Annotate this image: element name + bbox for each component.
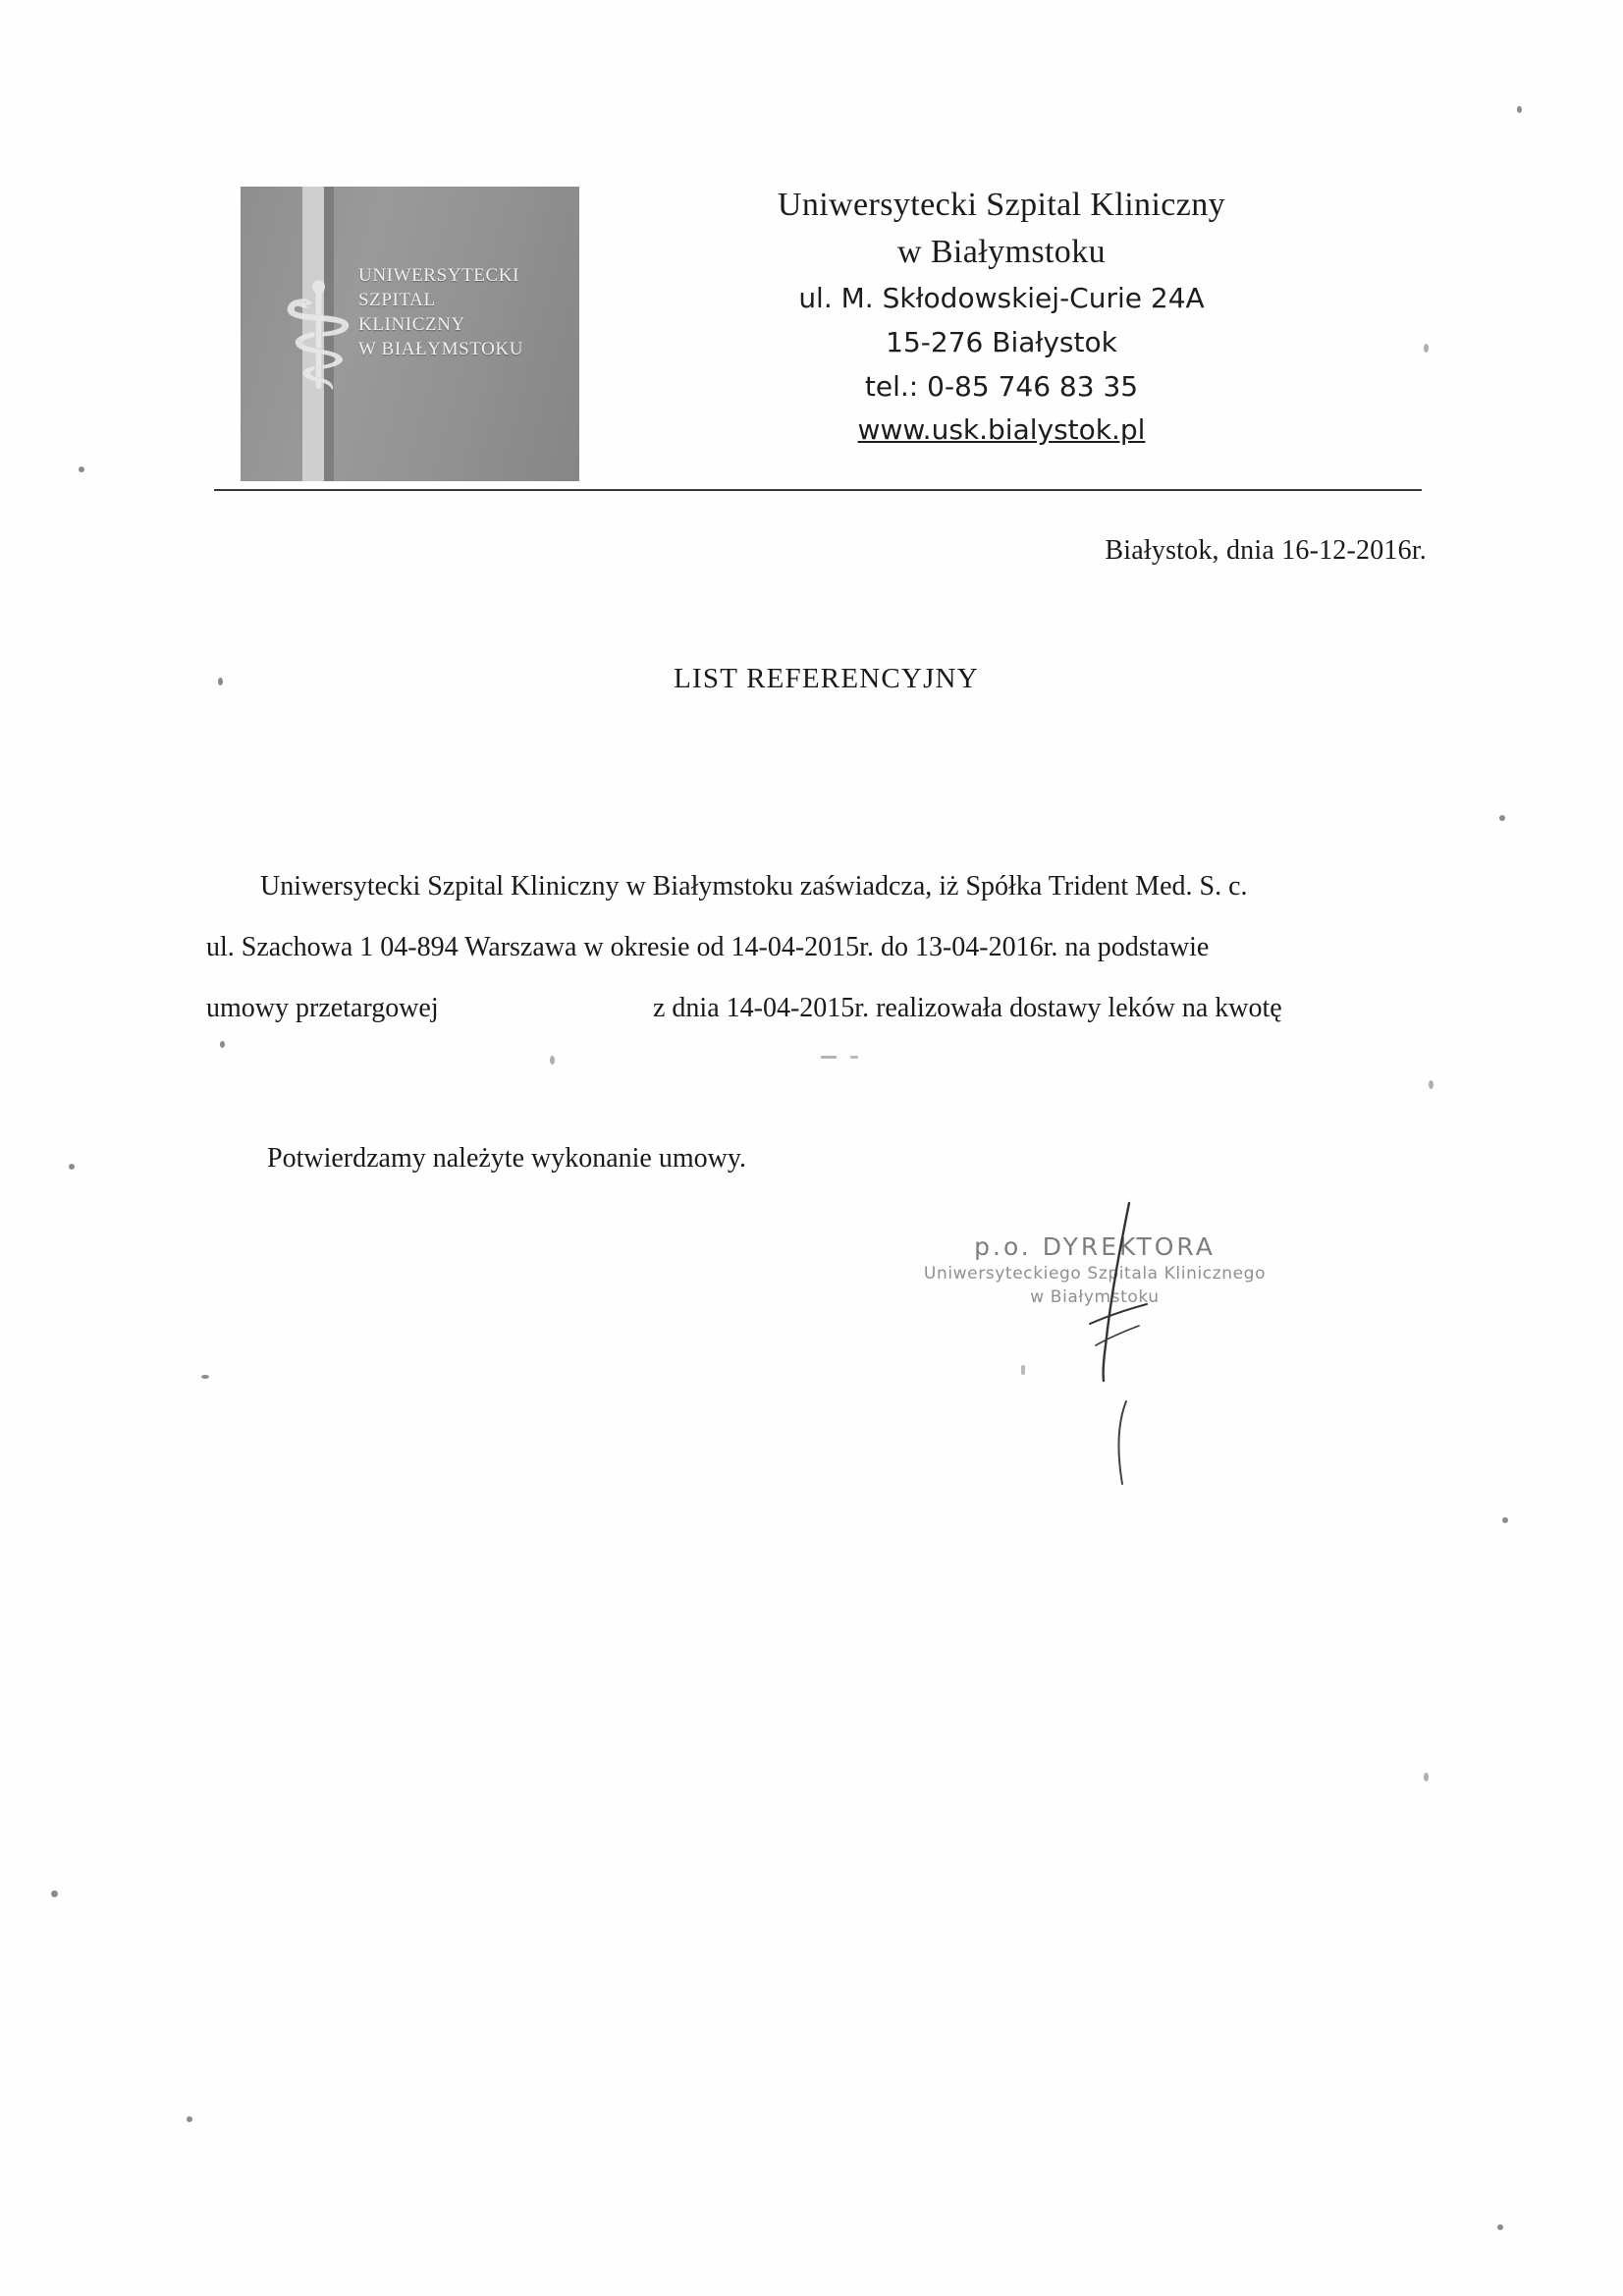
scan-speck	[1517, 106, 1522, 113]
logo-text-line-3: KLINICZNY	[358, 314, 465, 335]
scan-speck	[69, 1164, 75, 1170]
scan-speck	[1429, 1080, 1434, 1089]
scan-speck	[51, 1890, 58, 1897]
scan-speck	[218, 678, 223, 685]
signature-flourish	[1105, 1399, 1144, 1488]
hospital-website-link[interactable]: www.usk.bialystok.pl	[857, 413, 1146, 446]
scan-speck	[550, 1056, 555, 1065]
hospital-phone: tel.: 0-85 746 83 35	[864, 370, 1139, 403]
scan-speck	[1499, 815, 1505, 821]
hospital-name-line-1: Uniwersytecki Szpital Kliniczny	[777, 187, 1226, 223]
letterhead	[0, 182, 1623, 496]
scan-speck	[1424, 1773, 1429, 1781]
logo-text-line-1: UNIWERSYTECKI	[358, 265, 520, 286]
scan-speck	[187, 2116, 192, 2122]
scan-speck	[220, 1041, 225, 1048]
document-title: LIST REFERENCYJNY	[674, 663, 979, 694]
body-paragraph-1-line-3	[206, 978, 1424, 1039]
stamp-line-2: Uniwersyteckiego Szpitala Klinicznego	[923, 1264, 1267, 1284]
place-and-date: Białystok, dnia 16-12-2016r.	[1105, 535, 1427, 566]
hospital-header-block	[609, 182, 1394, 452]
scan-speck	[1424, 344, 1429, 353]
stamp-line-1: p.o. DYREKTORA	[974, 1232, 1216, 1261]
body-paragraph-2: Potwierdzamy należyte wykonanie umowy.	[267, 1143, 747, 1174]
body-paragraph-1-line-3-right: z dnia 14-04-2015r. realizowała dostawy leków na kwotę	[653, 993, 1282, 1023]
body-paragraph-1-line-2: ul. Szachowa 1 04-894 Warszawa w okresie od 14-04-2015r. do 13-04-2016r. na podstawie	[206, 932, 1210, 962]
scan-speck	[821, 1056, 837, 1059]
logo-text	[358, 263, 569, 361]
letterhead-divider	[214, 489, 1422, 491]
body-paragraph-1-line-3-left: umowy przetargowej	[206, 993, 439, 1023]
scan-speck	[1502, 1517, 1508, 1523]
logo-text-line-4: W BIAŁYMSTOKU	[358, 339, 524, 359]
scan-speck	[201, 1375, 209, 1379]
asclepius-staff-icon: ⚕	[278, 257, 358, 420]
hospital-address-street: ul. M. Skłodowskiej-Curie 24A	[798, 282, 1205, 314]
logo-text-line-2: SZPITAL	[358, 290, 436, 310]
hospital-address-city: 15-276 Białystok	[886, 326, 1117, 358]
scan-speck	[1497, 2224, 1503, 2230]
scan-speck	[850, 1056, 858, 1059]
stamp-line-3: w Białymstoku	[1030, 1287, 1160, 1307]
hospital-logo	[241, 187, 579, 481]
scan-speck	[79, 466, 84, 472]
signature-stamp	[889, 1232, 1301, 1308]
scan-speck	[1021, 1365, 1025, 1375]
body-paragraph-1-line-1: Uniwersytecki Szpital Kliniczny w Białymstoku zaświadcza, iż Spółka Trident Med. S. c.	[260, 871, 1248, 902]
hospital-name-line-2: w Białymstoku	[896, 234, 1107, 270]
body-paragraph-1	[206, 856, 1424, 1039]
